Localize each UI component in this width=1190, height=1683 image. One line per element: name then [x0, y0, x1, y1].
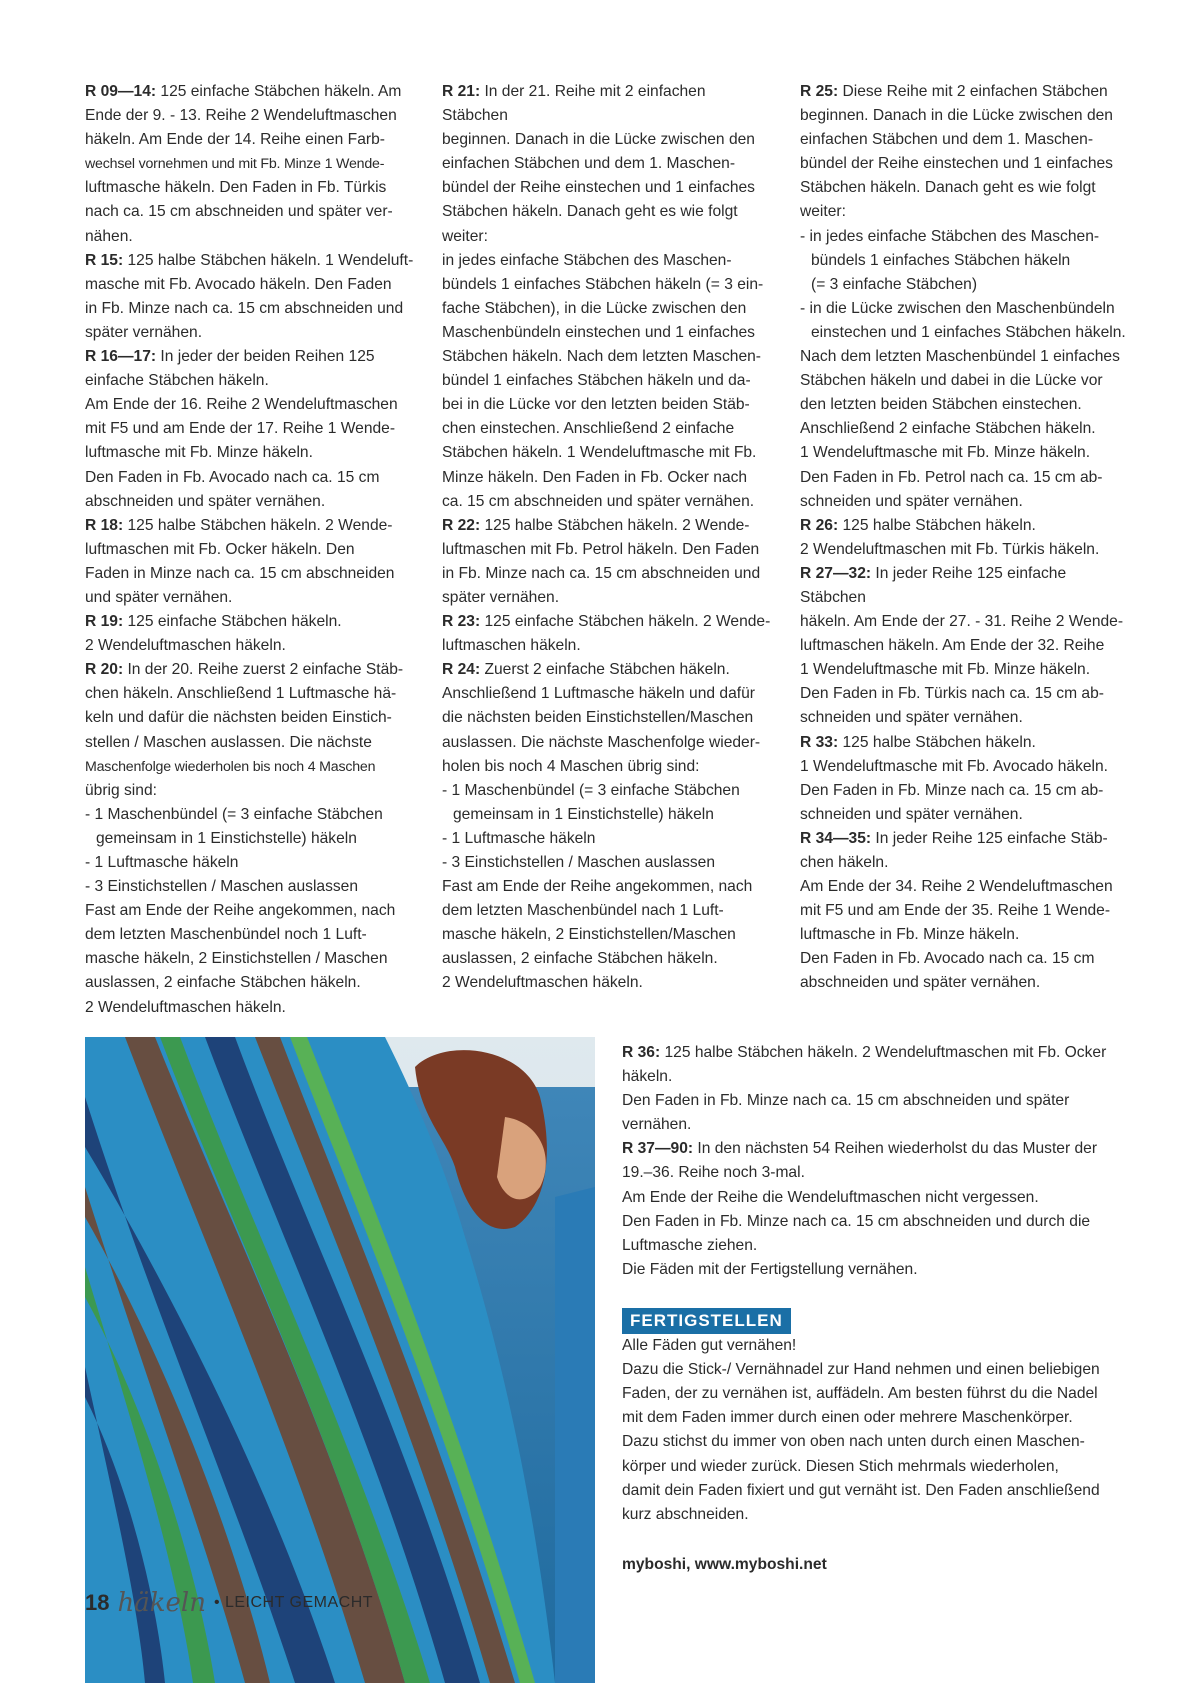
line-text: 125 halbe Stäbchen häkeln. 2 Wendeluftmaschen mit Fb. Ocker: [660, 1044, 1107, 1061]
line-text: bündels 1 einfaches Stäbchen häkeln (= 3 ein-: [442, 275, 764, 293]
text-line: [85, 923, 415, 947]
text-line: [85, 514, 415, 538]
line-text: weiter:: [442, 227, 488, 245]
line-text: Den Faden in Fb. Minze nach ca. 15 cm abschneiden und durch die: [622, 1212, 1091, 1230]
line-text: ca. 15 cm abschneiden und später vernähen.: [442, 492, 755, 510]
line-text: 1 Wendeluftmasche mit Fb. Avocado häkeln.: [800, 757, 1109, 775]
text-line: [800, 297, 1130, 321]
line-text: Dazu stichst du immer von oben nach unten durch einen Maschen-: [622, 1433, 1085, 1451]
text-line: [622, 1186, 1142, 1210]
text-line: [85, 200, 415, 224]
line-text: Luftmasche ziehen.: [622, 1236, 758, 1254]
line-text: schneiden und später vernähen.: [800, 709, 1023, 727]
line-text: die nächsten beiden Einstichstellen/Maschen: [442, 709, 754, 727]
line-text: damit dein Faden fixiert und gut vernäht ist. Den Faden anschließend: [622, 1481, 1100, 1499]
line-text: auslassen. Die nächste Maschenfolge wieder-: [442, 733, 761, 751]
page-number: 18: [85, 1590, 110, 1615]
text-line: [800, 225, 1130, 249]
text-line: [442, 321, 772, 345]
text-line: [85, 104, 415, 128]
text-line: [800, 176, 1130, 200]
text-line: [85, 249, 415, 273]
row-label: R 09—14:: [85, 83, 157, 100]
line-text: In der 20. Reihe zuerst 2 einfache Stäb-: [123, 661, 404, 679]
text-line: [442, 827, 772, 851]
text-line: [85, 273, 415, 297]
text-line: [622, 1358, 1142, 1382]
lower-text-block: [622, 1041, 1142, 1577]
line-text: häkeln. Am Ende der 27. - 31. Reihe 2 Wende-: [800, 613, 1124, 631]
line-text: luftmasche häkeln. Den Faden in Fb. Türkis: [85, 179, 387, 197]
text-line: [622, 1334, 1142, 1358]
line-text: beginnen. Danach in die Lücke zwischen den: [442, 131, 755, 149]
text-line: [800, 273, 1130, 297]
line-text: Stäbchen häkeln. 1 Wendeluftmasche mit Fb.: [442, 444, 757, 462]
text-line: [800, 971, 1130, 995]
line-text: fache Stäbchen), in die Lücke zwischen den: [442, 299, 747, 317]
text-line: [85, 610, 415, 634]
text-line: [800, 610, 1130, 634]
text-line: [85, 128, 415, 152]
text-line: [622, 1430, 1142, 1454]
magazine-logo: häkeln: [117, 1588, 206, 1618]
line-text: mit F5 und am Ende der 17. Reihe 1 Wende-: [85, 420, 396, 438]
text-line: [442, 658, 772, 682]
line-text: später vernähen.: [85, 323, 203, 341]
line-text: Am Ende der 16. Reihe 2 Wendeluftmaschen: [85, 396, 398, 414]
text-line: [85, 706, 415, 730]
row-label: R 23:: [442, 613, 481, 631]
line-text: nähen.: [85, 227, 133, 245]
row-label: R 18:: [85, 516, 124, 534]
line-text: stellen / Maschen auslassen. Die nächste: [85, 733, 372, 751]
text-line: [442, 947, 772, 971]
text-line: [85, 658, 415, 682]
line-text: Die Fäden mit der Fertigstellung vernähen.: [622, 1260, 918, 1278]
text-line: [85, 297, 415, 321]
text-line: [800, 369, 1130, 393]
text-line: [85, 441, 415, 465]
row-label: R 26:: [800, 516, 839, 534]
text-line: [85, 562, 415, 586]
line-text: bündel der Reihe einstechen und 1 einfaches: [442, 179, 755, 197]
line-text: Den Faden in Fb. Petrol nach ca. 15 cm ab-: [800, 468, 1103, 486]
line-text: gemeinsam in 1 Einstichstelle) häkeln: [453, 805, 714, 823]
line-text: In der 21. Reihe mit 2 einfachen Stäbchen: [442, 83, 706, 125]
line-text: Stäbchen häkeln und dabei in die Lücke vor: [800, 372, 1103, 390]
line-text: dem letzten Maschenbündel noch 1 Luft-: [85, 926, 367, 944]
line-text: chen häkeln. Anschließend 1 Luftmasche hä-: [85, 685, 397, 703]
line-text: - 1 Luftmasche häkeln: [442, 829, 596, 847]
text-line: [442, 128, 772, 152]
line-text: 2 Wendeluftmaschen häkeln.: [85, 998, 286, 1016]
line-text: Maschenbündeln einstechen und 1 einfaches: [442, 323, 755, 341]
line-text: keln und dafür die nächsten beiden Einstich-: [85, 709, 392, 727]
line-text: körper und wieder zurück. Diesen Stich mehrmals wiederholen,: [622, 1457, 1059, 1475]
text-line: [442, 731, 772, 755]
text-line: [800, 875, 1130, 899]
text-line: [800, 755, 1130, 779]
line-text: gemeinsam in 1 Einstichstelle) häkeln: [96, 829, 357, 847]
line-text: übrig sind:: [85, 781, 157, 799]
text-line: [85, 755, 415, 779]
line-text: Faden in Minze nach ca. 15 cm abschneiden: [85, 564, 395, 582]
line-text: Stäbchen häkeln. Danach geht es wie folgt: [442, 203, 738, 221]
line-text: in jedes einfache Stäbchen des Maschen-: [442, 251, 732, 269]
text-line: [85, 176, 415, 200]
line-text: in Fb. Minze nach ca. 15 cm abschneiden und: [85, 299, 404, 317]
line-text: in Fb. Minze nach ca. 15 cm abschneiden und: [442, 564, 761, 582]
line-text: Fast am Ende der Reihe angekommen, nach: [442, 878, 753, 896]
line-text: Am Ende der 34. Reihe 2 Wendeluftmaschen: [800, 878, 1113, 896]
line-text: 125 halbe Stäbchen häkeln. 2 Wende-: [480, 516, 750, 534]
text-line: [800, 658, 1130, 682]
line-text: luftmasche in Fb. Minze häkeln.: [800, 926, 1020, 944]
line-text: bündel der Reihe einstechen und 1 einfaches: [800, 155, 1113, 173]
text-line: [442, 466, 772, 490]
line-text: masche mit Fb. Avocado häkeln. Den Faden: [85, 275, 392, 293]
text-line: [442, 369, 772, 393]
line-text: Ende der 9. - 13. Reihe 2 Wendeluftmaschen: [85, 107, 397, 125]
text-line: [442, 755, 772, 779]
credit-line: myboshi, www.myboshi.net: [622, 1555, 827, 1573]
line-text: auslassen, 2 einfache Stäbchen häkeln.: [442, 950, 718, 968]
lower-instructions: [622, 1041, 1142, 1282]
text-line: [442, 899, 772, 923]
text-line: [622, 1161, 1142, 1185]
line-text: luftmaschen mit Fb. Petrol häkeln. Den Faden: [442, 540, 760, 558]
row-label: R 36:: [622, 1044, 661, 1061]
text-line: [622, 1210, 1142, 1234]
text-line: [800, 899, 1130, 923]
line-text: luftmasche mit Fb. Minze häkeln.: [85, 444, 313, 462]
text-line: [85, 634, 415, 658]
line-text: In jeder Reihe 125 einfache Stäb-: [871, 829, 1108, 847]
line-text: einfachen Stäbchen und dem 1. Maschen-: [442, 155, 736, 173]
line-text: 2 Wendeluftmaschen häkeln.: [85, 637, 286, 655]
text-line: [85, 851, 415, 875]
text-line: [622, 1065, 1142, 1089]
line-text: später vernähen.: [442, 588, 560, 606]
line-text: 125 einfache Stäbchen häkeln. Am: [156, 83, 402, 100]
line-text: Den Faden in Fb. Avocado nach ca. 15 cm: [85, 468, 380, 486]
text-line: [622, 1455, 1142, 1479]
text-line: [442, 80, 772, 128]
text-line: [442, 345, 772, 369]
line-text: bündels 1 einfaches Stäbchen häkeln: [811, 251, 1071, 269]
text-line: [800, 562, 1130, 610]
text-line: [85, 225, 415, 249]
text-line: [800, 706, 1130, 730]
line-text: einfachen Stäbchen und dem 1. Maschen-: [800, 131, 1094, 149]
text-line: [85, 538, 415, 562]
text-line: [442, 176, 772, 200]
text-line: [800, 731, 1130, 755]
text-line: [800, 466, 1130, 490]
text-line: [800, 490, 1130, 514]
line-text: Anschließend 1 Luftmasche häkeln und dafür: [442, 685, 755, 703]
text-line: [85, 321, 415, 345]
row-label: R 33:: [800, 733, 839, 751]
row-label: R 25:: [800, 83, 839, 100]
line-text: Faden, der zu vernähen ist, auffädeln. Am besten führst du die Nadel: [622, 1385, 1098, 1403]
line-text: chen häkeln.: [800, 854, 889, 871]
text-line: [800, 851, 1130, 875]
text-line: [442, 538, 772, 562]
line-text: Fast am Ende der Reihe angekommen, nach: [85, 902, 396, 920]
text-line: [622, 1137, 1142, 1161]
line-text: einstechen und 1 einfaches Stäbchen häkeln.: [811, 323, 1126, 341]
text-line: [442, 393, 772, 417]
line-text: 2 Wendeluftmaschen häkeln.: [442, 974, 643, 992]
text-line: [85, 369, 415, 393]
line-text: Am Ende der Reihe die Wendeluftmaschen nicht vergessen.: [622, 1188, 1039, 1206]
line-text: Stäbchen häkeln. Nach dem letzten Maschen-: [442, 348, 761, 366]
text-line: [442, 875, 772, 899]
text-line: [800, 80, 1130, 104]
text-line: [85, 586, 415, 610]
line-text: chen einstechen. Anschließend 2 einfache: [442, 420, 735, 438]
line-text: Maschenfolge wiederholen bis noch 4 Maschen: [85, 758, 376, 775]
text-line: [800, 827, 1130, 851]
text-line: [85, 731, 415, 755]
line-text: Diese Reihe mit 2 einfachen Stäbchen: [838, 83, 1108, 100]
line-text: häkeln.: [622, 1068, 673, 1086]
text-line: [800, 152, 1130, 176]
text-line: [442, 923, 772, 947]
text-line: [800, 441, 1130, 465]
line-text: 19.–36. Reihe noch 3-mal.: [622, 1164, 805, 1182]
text-line: [85, 417, 415, 441]
line-text: (= 3 einfache Stäbchen): [811, 275, 978, 293]
text-line: [85, 152, 415, 176]
row-label: R 19:: [85, 613, 124, 631]
line-text: 1 Wendeluftmasche mit Fb. Minze häkeln.: [800, 444, 1091, 462]
text-line: [800, 514, 1130, 538]
line-text: bündel 1 einfaches Stäbchen häkeln und da-: [442, 372, 751, 390]
text-line: [85, 996, 415, 1020]
line-text: auslassen, 2 einfache Stäbchen häkeln.: [85, 974, 361, 992]
text-line: [800, 779, 1130, 803]
row-label: R 20:: [85, 661, 124, 679]
text-line: [800, 538, 1130, 562]
text-line: [442, 634, 772, 658]
text-line: [622, 1041, 1142, 1065]
line-text: Nach dem letzten Maschenbündel 1 einfaches: [800, 348, 1120, 366]
row-label: R 24:: [442, 661, 481, 679]
text-line: [800, 345, 1130, 369]
text-line: [442, 249, 772, 273]
text-line: [85, 875, 415, 899]
line-text: 125 halbe Stäbchen häkeln.: [838, 516, 1036, 534]
text-line: [442, 417, 772, 441]
text-line: [800, 200, 1130, 224]
line-text: holen bis noch 4 Maschen übrig sind:: [442, 757, 700, 775]
line-text: Zuerst 2 einfache Stäbchen häkeln.: [480, 661, 730, 679]
line-text: abschneiden und später vernähen.: [800, 974, 1041, 992]
text-line: [622, 1089, 1142, 1137]
line-text: 125 halbe Stäbchen häkeln.: [838, 733, 1036, 751]
line-text: weiter:: [800, 203, 846, 221]
text-line: [442, 152, 772, 176]
text-line: [85, 827, 415, 851]
line-text: Minze häkeln. Den Faden in Fb. Ocker nach: [442, 468, 748, 486]
text-line: [800, 128, 1130, 152]
line-text: masche häkeln, 2 Einstichstellen/Maschen: [442, 926, 736, 944]
text-line: [800, 249, 1130, 273]
text-line: [442, 779, 772, 803]
text-line: [442, 441, 772, 465]
text-line: [442, 586, 772, 610]
text-line: [622, 1234, 1142, 1258]
line-text: - in jedes einfache Stäbchen des Maschen-: [800, 227, 1100, 245]
line-text: - 1 Luftmasche häkeln: [85, 854, 239, 871]
line-text: kurz abschneiden.: [622, 1505, 749, 1523]
line-text: Alle Fäden gut vernähen!: [622, 1337, 797, 1355]
line-text: Den Faden in Fb. Türkis nach ca. 15 cm ab-: [800, 685, 1104, 703]
text-line: [85, 947, 415, 971]
line-text: - 3 Einstichstellen / Maschen auslassen: [442, 854, 716, 871]
text-line: [622, 1382, 1142, 1406]
line-text: 1 Wendeluftmasche mit Fb. Minze häkeln.: [800, 661, 1091, 679]
text-line: [442, 610, 772, 634]
text-line: [85, 80, 415, 104]
text-line: [442, 562, 772, 586]
text-line: [442, 297, 772, 321]
line-text: Den Faden in Fb. Minze nach ca. 15 cm abschneiden und später vernähen.: [622, 1092, 1070, 1134]
text-line: [800, 947, 1130, 971]
line-text: 125 einfache Stäbchen häkeln. 2 Wende-: [480, 613, 771, 631]
line-text: luftmaschen häkeln.: [442, 637, 581, 655]
line-text: einfache Stäbchen häkeln.: [85, 372, 269, 390]
line-text: mit dem Faden immer durch einen oder mehrere Maschenkörper.: [622, 1409, 1073, 1427]
text-line: [442, 706, 772, 730]
row-label: R 15:: [85, 251, 124, 269]
page-footer: [85, 1583, 373, 1623]
row-label: R 37—90:: [622, 1140, 694, 1158]
line-text: dem letzten Maschenbündel nach 1 Luft-: [442, 902, 724, 920]
text-line: [800, 682, 1130, 706]
text-line: [442, 273, 772, 297]
line-text: In jeder Reihe 125 einfache Stäbchen: [800, 564, 1067, 606]
line-text: Anschließend 2 einfache Stäbchen häkeln.: [800, 420, 1096, 438]
text-line: [442, 200, 772, 224]
text-line: [800, 417, 1130, 441]
line-text: nach ca. 15 cm abschneiden und später ver-: [85, 203, 393, 221]
text-line: [85, 682, 415, 706]
column-left: [85, 80, 415, 1020]
text-line: [442, 851, 772, 875]
line-text: den letzten beiden Stäbchen einstechen.: [800, 396, 1082, 414]
line-text: Den Faden in Fb. Avocado nach ca. 15 cm: [800, 950, 1095, 968]
text-line: [442, 514, 772, 538]
line-text: - 3 Einstichstellen / Maschen auslassen: [85, 878, 359, 896]
text-line: [800, 923, 1130, 947]
line-text: häkeln. Am Ende der 14. Reihe einen Farb-: [85, 131, 385, 149]
row-label: R 22:: [442, 516, 481, 534]
text-line: [800, 393, 1130, 417]
section-heading-fertigstellen: FERTIGSTELLEN: [622, 1308, 791, 1334]
line-text: luftmaschen mit Fb. Ocker häkeln. Den: [85, 540, 355, 558]
line-text: - 1 Maschenbündel (= 3 einfache Stäbchen: [85, 805, 383, 823]
row-label: R 27—32:: [800, 564, 872, 582]
text-line: [622, 1503, 1142, 1527]
line-text: masche häkeln, 2 Einstichstellen / Maschen: [85, 950, 388, 968]
text-line: [85, 803, 415, 827]
text-line: [622, 1406, 1142, 1430]
text-line: [85, 899, 415, 923]
row-label: R 34—35:: [800, 829, 872, 847]
text-line: [622, 1479, 1142, 1503]
column-right: [800, 80, 1130, 996]
text-line: [800, 104, 1130, 128]
text-line: [800, 634, 1130, 658]
line-text: 125 einfache Stäbchen häkeln.: [123, 613, 342, 631]
line-text: luftmaschen häkeln. Am Ende der 32. Reihe: [800, 637, 1105, 655]
line-text: 125 halbe Stäbchen häkeln. 2 Wende-: [123, 516, 393, 534]
text-line: [800, 321, 1130, 345]
finish-instructions: [622, 1334, 1142, 1527]
text-line: [85, 345, 415, 369]
text-line: [442, 682, 772, 706]
line-text: Dazu die Stick-/ Vernähnadel zur Hand nehmen und einen beliebigen: [622, 1361, 1100, 1379]
text-line: [85, 971, 415, 995]
line-text: 2 Wendeluftmaschen mit Fb. Türkis häkeln.: [800, 540, 1100, 558]
line-text: In jeder der beiden Reihen 125: [156, 348, 375, 366]
row-label: R 21:: [442, 83, 481, 100]
line-text: abschneiden und später vernähen.: [85, 492, 326, 510]
magazine-subtitle: • LEICHT GEMACHT: [213, 1594, 374, 1611]
text-line: [800, 803, 1130, 827]
text-line: [85, 779, 415, 803]
line-text: beginnen. Danach in die Lücke zwischen den: [800, 107, 1113, 125]
line-text: 125 halbe Stäbchen häkeln. 1 Wendeluft-: [123, 251, 414, 269]
line-text: bei in die Lücke vor den letzten beiden Stäb-: [442, 396, 750, 414]
text-line: [442, 225, 772, 249]
text-line: [442, 971, 772, 995]
line-text: In den nächsten 54 Reihen wiederholst du das Muster der: [693, 1140, 1098, 1158]
line-text: - in die Lücke zwischen den Maschenbündeln: [800, 299, 1115, 317]
line-text: Stäbchen häkeln. Danach geht es wie folgt: [800, 179, 1096, 197]
text-line: [85, 466, 415, 490]
line-text: wechsel vornehmen und mit Fb. Minze 1 Wende-: [85, 156, 385, 173]
line-text: und später vernähen.: [85, 588, 233, 606]
line-text: schneiden und später vernähen.: [800, 492, 1023, 510]
column-middle: [442, 80, 772, 996]
line-text: mit F5 und am Ende der 35. Reihe 1 Wende-: [800, 902, 1111, 920]
text-line: [442, 490, 772, 514]
line-text: - 1 Maschenbündel (= 3 einfache Stäbchen: [442, 781, 740, 799]
line-text: schneiden und später vernähen.: [800, 805, 1023, 823]
row-label: R 16—17:: [85, 348, 157, 366]
text-line: [622, 1258, 1142, 1282]
text-line: [85, 393, 415, 417]
text-line: [442, 803, 772, 827]
text-line: [85, 490, 415, 514]
line-text: Den Faden in Fb. Minze nach ca. 15 cm ab-: [800, 781, 1104, 799]
